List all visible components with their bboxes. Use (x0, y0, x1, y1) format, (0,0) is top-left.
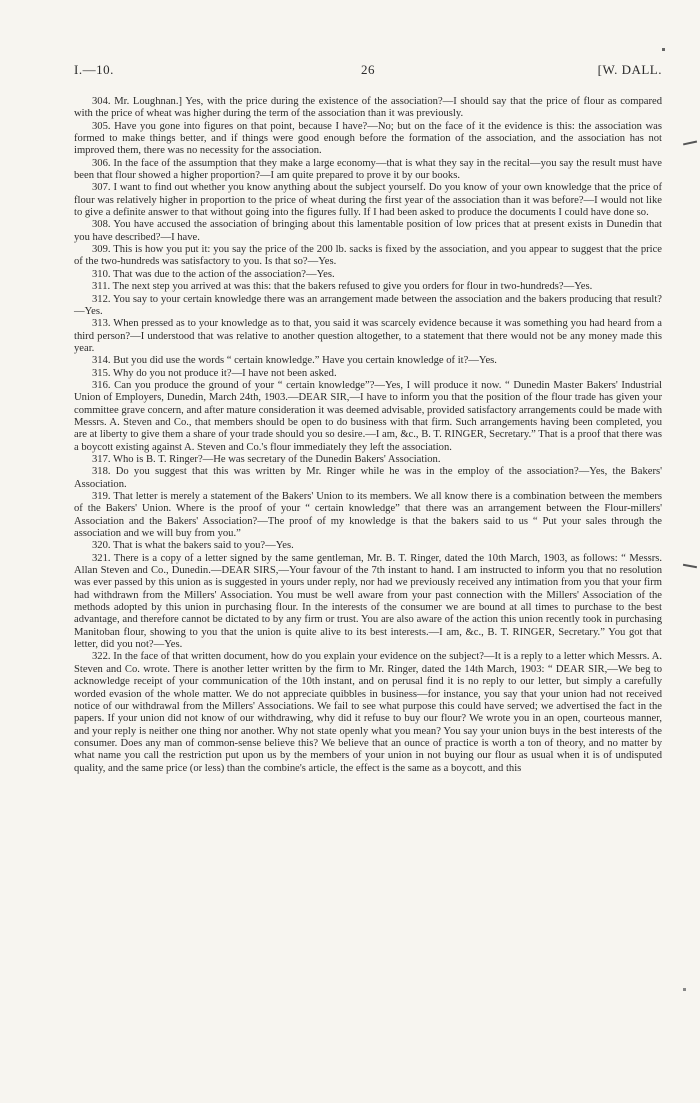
question-number: 317. (92, 453, 111, 465)
margin-dot (662, 48, 665, 51)
question-text: Do you suggest that this was written by Mr. Ringer while he was in the employ of the association?—Yes, the Bakers' Association. (74, 466, 662, 490)
paragraph-306 (74, 158, 662, 183)
paragraph-316 (74, 380, 662, 454)
question-number: 322. (92, 651, 111, 663)
question-text: In the face of the assumption that they make a large economy—that is what they say in the recital—you say the result must have been that flour showed a higher proportion?—I am quite prepared to prove it by our books. (74, 157, 662, 182)
question-number: 304. (92, 96, 111, 107)
paragraph-311 (74, 281, 662, 293)
question-text: Why do you not produce it?—I have not been asked. (113, 367, 337, 379)
question-text: You say to your certain knowledge there was an arrangement made between the association and the bakers producing that result?—Yes. (74, 293, 662, 317)
question-text: But you did use the words “ certain knowledge.” Have you certain knowledge of it?—Yes. (113, 355, 497, 367)
paragraph-320 (74, 540, 662, 552)
question-number: 318. (92, 466, 111, 478)
paragraph-317 (74, 454, 662, 466)
question-text: Can you produce the ground of your “ certain knowledge”?—Yes, I will produce it now. “ Dunedin Master Bakers' Industrial Union of Employers, Dunedin, March 24th, 1903.—DEAR SIR,—I have to inform you that the position of the flour trade has given your committee grave concern, and after mature consideration it was deemed advisable, provided satisfactory arrangements could be made with Messrs. A. Steven and Co., that members should be open to do business with that firm. Such arrangements having been completed, you are at liberty to give them a share of your trade should you so desire.—I am, &c., B. T. RINGER, Secretary.” That is a proof that there was a boycott existing against A. Steven and Co.'s flour immediately they left the association. (74, 379, 662, 453)
paragraph-322 (74, 651, 662, 774)
question-text: This is how you put it: you say the price of the 200 lb. sacks is fixed by the association, and you appear to suggest that the price of the two-hundreds was satisfactory to you. Is that so?—Yes. (74, 244, 662, 268)
paragraph-307 (74, 182, 662, 219)
paragraph-305 (74, 121, 662, 158)
question-number: 313. (92, 318, 111, 330)
question-text: I want to find out whether you know anything about the subject yourself. Do you know of your own knowledge that the price of flour was relatively higher in proportion to the price of wheat during the first year of the association than it was before?—I would not like to give a definite answer to that without going into the figures fully. If I had been asked to produce the documents I could have done so. (74, 182, 662, 219)
page-number: 26 (361, 62, 375, 77)
question-text: That letter is merely a statement of the Bakers' Union to its members. We all know there is a combination between the members of the Bakers' Union. Where is the proof of your “ certain knowledge” that there was an arrangement between the Flour-millers' Association and the Bakers' Association?—The proof of my knowledge is that the bakers said to us “ Put your sales through the association and we will buy from you.” (74, 491, 662, 540)
page-header (74, 62, 662, 80)
paragraph-313 (74, 318, 662, 355)
question-number: 314. (92, 355, 111, 367)
paragraph-319 (74, 491, 662, 540)
paragraph-314 (74, 355, 662, 367)
question-number: 309. (92, 244, 111, 256)
question-number: 306. (92, 157, 111, 169)
question-number: 307. (92, 182, 111, 194)
question-text: In the face of that written document, how do you explain your evidence on the subject?—It is a reply to a letter which Messrs. A. Steven and Co. wrote. There is another letter written by the firm to Mr. Ringer, dated the 14th March, 1903: “ DEAR SIR,—We beg to acknowledge receipt of your communication of the 10th instant, and on perusal find it is no reply to our letter, but simply a carefully worded evasion of the whole matter. We do not appreciate quibbles in business—for instance, you say that your union had not received notice of our withdrawal from the Millers' Associations. We fail to see what purpose this could have served; we advertised the fact in the papers. If your union did not know of our withdrawing, why did it refuse to buy our flour? We wrote you in an open, courteous manner, and your reply is neither one thing nor another. Why not state openly what you mean? You say your union buys in the best interests of the consumer. Does any man of common-sense believe this? We believe that an ounce of practice is worth a ton of theory, and no matter by what name you call the restriction put upon us by the members of your union in not buying our flour as usual when it is of undisputed quality, and the same price (or less) than the combine's article, the effect is the same as a boycott, and this (74, 651, 662, 774)
margin-dot (683, 988, 686, 991)
question-text: Have you gone into figures on that point, because I have?—No; but on the face of it the evidence is this: the association was formed to make things better, and if things were good enough before the formation of the association, and the association has not improved them, there was no necessity for the association. (74, 120, 662, 157)
margin-dash (683, 564, 697, 568)
question-text: When pressed as to your knowledge as to that, you said it was scarcely evidence because it was something you had heard from a third person?—I understood that was relative to another question altogether, to a statement that there would not be any money made this year. (74, 318, 662, 354)
witness-name: [W. DALL. (597, 62, 662, 77)
question-text: You have accused the association of bringing about this lamentable position of low prices that at present exists in Dunedin that you have described?—I have. (74, 219, 662, 243)
paragraph-318 (74, 466, 662, 491)
document-reference: I.—10. (74, 62, 114, 77)
margin-dash (683, 141, 697, 145)
question-number: 315. (92, 367, 111, 379)
paragraph-315 (74, 368, 662, 380)
paragraph-321 (74, 553, 662, 652)
paragraph-308 (74, 219, 662, 244)
question-number: 316. (92, 379, 111, 391)
question-number: 305. (92, 120, 111, 132)
paragraph-312 (74, 294, 662, 319)
question-number: 320. (92, 540, 111, 552)
question-text: There is a copy of a letter signed by the same gentleman, Mr. B. T. Ringer, dated the 10th March, 1903, as follows: “ Messrs. Allan Steven and Co., Dunedin.—DEAR SIRS,—Your favour of the 7th instant to hand. I am instructed to inform you that no resolution was ever passed by this union as is suggested in yours under reply, nor had we previously received any intimation from you that your firm had withdrawn from the Millers' Association. You must be well aware from your past connection with the Millers' Association of the methods adopted by this union in purchasing flour. In the interests of the consumer we are bound at all times to purchase to the best advantage, and therefore cannot be dictated to by any firm or trust. You are also aware of the action this union recently took in purchasing Manitoban flour, showing to you that the union is quite alive to its best interests.—I am, &c., B. T. RINGER, Secretary.” You got that letter, did you not?—Yes. (74, 552, 662, 651)
question-text: Mr. Loughnan.] Yes, with the price during the existence of the association?—I should say that the price of flour as compared with the price of wheat was higher during the term of the association than it was previously. (74, 96, 662, 120)
paragraph-304 (74, 96, 662, 121)
question-number: 321. (92, 552, 111, 564)
question-text: The next step you arrived at was this: that the bakers refused to give you orders for flour in two-hundreds?—Yes. (112, 281, 593, 293)
paragraph-309 (74, 244, 662, 269)
question-number: 310. (92, 268, 111, 280)
question-number: 308. (92, 219, 111, 231)
question-text: That is what the bakers said to you?—Yes. (113, 540, 294, 552)
question-number: 311. (92, 281, 111, 293)
testimony-body (74, 96, 662, 775)
question-text: That was due to the action of the association?—Yes. (113, 268, 335, 280)
question-number: 319. (92, 491, 111, 502)
question-number: 312. (92, 293, 111, 305)
question-text: Who is B. T. Ringer?—He was secretary of the Dunedin Bakers' Association. (113, 453, 441, 465)
paragraph-310 (74, 269, 662, 281)
